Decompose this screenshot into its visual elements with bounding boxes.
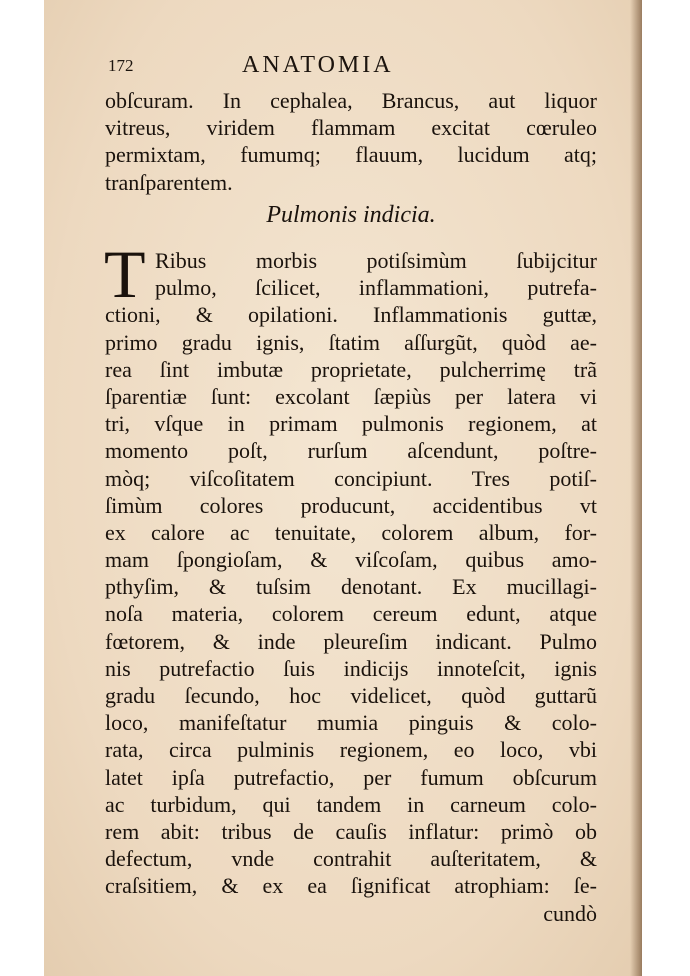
running-title: ANATOMIA <box>242 52 394 78</box>
text-line: permixtam, fumumq; flauum, lucidum atq; <box>105 142 597 168</box>
text-line: obſcuram. In cephalea, Brancus, aut liquor <box>105 88 597 113</box>
text-line: pthyſim, & tuſsim denotant. Ex mucillagi- <box>105 574 597 600</box>
text-line: primo gradu ignis, ſtatim aſſurgũt, quòd ae- <box>105 329 597 355</box>
intro-paragraph <box>105 87 597 196</box>
text-line: ſparentiæ ſunt: excolant ſæpiùs per latera vi <box>105 383 597 409</box>
text-line: tri, vſque in primam pulmonis regionem, at <box>105 411 597 437</box>
text-line: defectum, vnde contrahit auſteritatem, & <box>105 846 597 872</box>
text-line: latet ipſa putrefactio, per fumum obſcurum <box>105 764 597 790</box>
text-line: rem abit: tribus de cauſis inflatur: primò ob <box>105 818 597 844</box>
text-line: ac turbidum, qui tandem in carneum colo- <box>105 791 597 817</box>
text-line: mòq; viſcoſitatem concipiunt. Tres potiſ- <box>105 465 597 491</box>
scan-margin <box>642 0 690 976</box>
text-line: noſa materia, colorem cereum edunt, atque <box>105 601 597 627</box>
text-line: loco, manifeſtatur mumia pinguis & colo- <box>105 710 597 736</box>
text-line: nis putrefactio ſuis indicijs innoteſcit, ignis <box>105 655 597 681</box>
text-line: pulmo, ſcilicet, inflammationi, putrefa- <box>155 275 597 301</box>
text-line: Ribus morbis potiſsimùm ſubijcitur <box>155 248 597 273</box>
text-line: rea ſint imbutæ proprietate, pulcherrimę trã <box>105 356 597 382</box>
text-line: tranſparentem. <box>105 169 233 195</box>
page-gutter-shadow <box>630 0 642 976</box>
text-line: ſimùm colores producunt, accidentibus vt <box>105 492 597 518</box>
text-line: mam ſpongioſam, & viſcoſam, quibus amo- <box>105 547 597 573</box>
text-line: ctioni, & opilationi. Inflammationis guttæ, <box>105 302 597 328</box>
text-line: momento poſt, rurſum aſcendunt, poſtre- <box>105 438 597 464</box>
text-line: gradu ſecundo, hoc videlicet, quòd guttarũ <box>105 683 597 708</box>
text-line: vitreus, viridem flammam excitat cœruleo <box>105 115 597 141</box>
text-line: craſsitiem, & ex ea ſignificat atrophiam: ſe- <box>105 873 597 899</box>
text-line: rata, circa pulminis regionem, eo loco, vbi <box>105 737 597 763</box>
drop-cap: T <box>104 236 146 312</box>
section-heading: Pulmonis indicia. <box>266 202 436 228</box>
catchword: cundò <box>543 900 597 926</box>
running-header <box>108 52 528 78</box>
text-line: ex calore ac tenuitate, colorem album, for- <box>105 519 597 545</box>
body-paragraph <box>105 247 597 927</box>
page-number: 172 <box>108 56 134 75</box>
text-line: fœtorem, & inde pleureſim indicant. Pulmo <box>105 628 597 654</box>
